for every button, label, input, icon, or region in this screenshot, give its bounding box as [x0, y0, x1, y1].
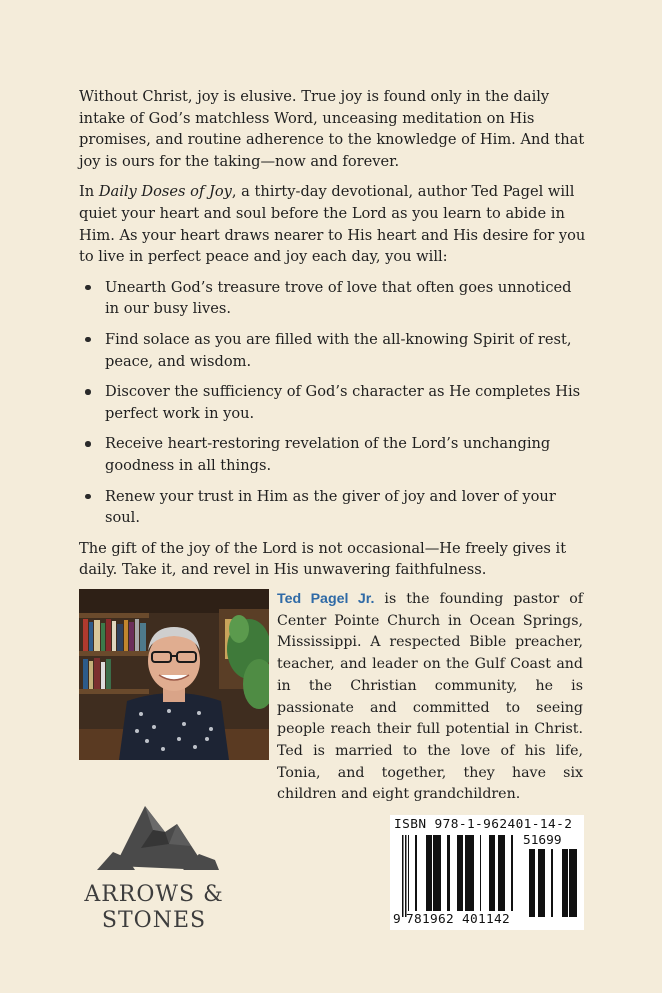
blurb-paragraph-2 — [79, 181, 589, 267]
publisher-name-line-2: STONES — [101, 908, 207, 933]
author-name: Ted Pagel Jr. — [277, 591, 375, 607]
list-item: Find solace as you are filled with the all-knowing Spirit of rest, peace, and wisdom. — [79, 329, 589, 372]
list-item: Discover the sufficiency of God’s character as He completes His perfect work in you. — [79, 381, 589, 424]
blurb-paragraph-3: The gift of the joy of the Lord is not occasional—He freely gives it daily. Take it, and revel in His unwavering faithfulness. — [79, 539, 567, 579]
ean-digits: 781962 401142 — [406, 912, 511, 927]
para2-prefix: In — [79, 183, 99, 201]
back-cover-blurb — [79, 86, 589, 590]
list-item: Unearth God’s treasure trove of love that often goes unnoticed in our busy lives. — [79, 277, 589, 320]
author-photo — [79, 589, 269, 760]
author-bio — [277, 589, 583, 806]
benefit-list — [79, 277, 589, 529]
author-bio-text: is the founding pastor of Center Pointe Church in Ocean Springs, Mississippi. A respected Bible preacher, teacher, and leader on the Gulf Coast and in the Christian community, he is passionate and committed to seeing people reach their full potential in Christ. Ted is married to the love of his life, Tonia, and together, they have six children and eight grandchildren. — [277, 591, 583, 803]
book-title: Daily Doses of Joy — [98, 183, 232, 201]
mountain-stones-icon — [79, 800, 229, 880]
para2-suffix: , a thirty-day devotional, author Ted Pagel will quiet your heart and soul before the Lord as you learn to abide in Him. As your heart draws nearer to His heart and His desire for you to live in perfect peace and joy each day, you will: — [79, 183, 586, 266]
list-item: Receive heart-restoring revelation of the Lord’s unchanging goodness in all things. — [79, 433, 589, 476]
ean-lead-digit: 9 — [393, 912, 401, 927]
publisher-logo — [79, 800, 229, 940]
isbn-barcode — [390, 815, 584, 930]
blurb-paragraph-1: Without Christ, joy is elusive. True joy is found only in the daily intake of God’s matchless Word, unceasing meditation on His promises, and routine adherence to the knowledge of Him. And that joy is ours for the taking—now and forever. — [79, 88, 585, 170]
isbn-text: ISBN 978-1-962401-14-2 — [394, 817, 573, 832]
list-item: Renew your trust in Him as the giver of joy and lover of your soul. — [79, 486, 589, 529]
publisher-name-line-1: ARROWS & — [84, 882, 224, 907]
price-addon-number: 51699 — [523, 833, 562, 848]
author-photo-illustration — [79, 589, 269, 760]
